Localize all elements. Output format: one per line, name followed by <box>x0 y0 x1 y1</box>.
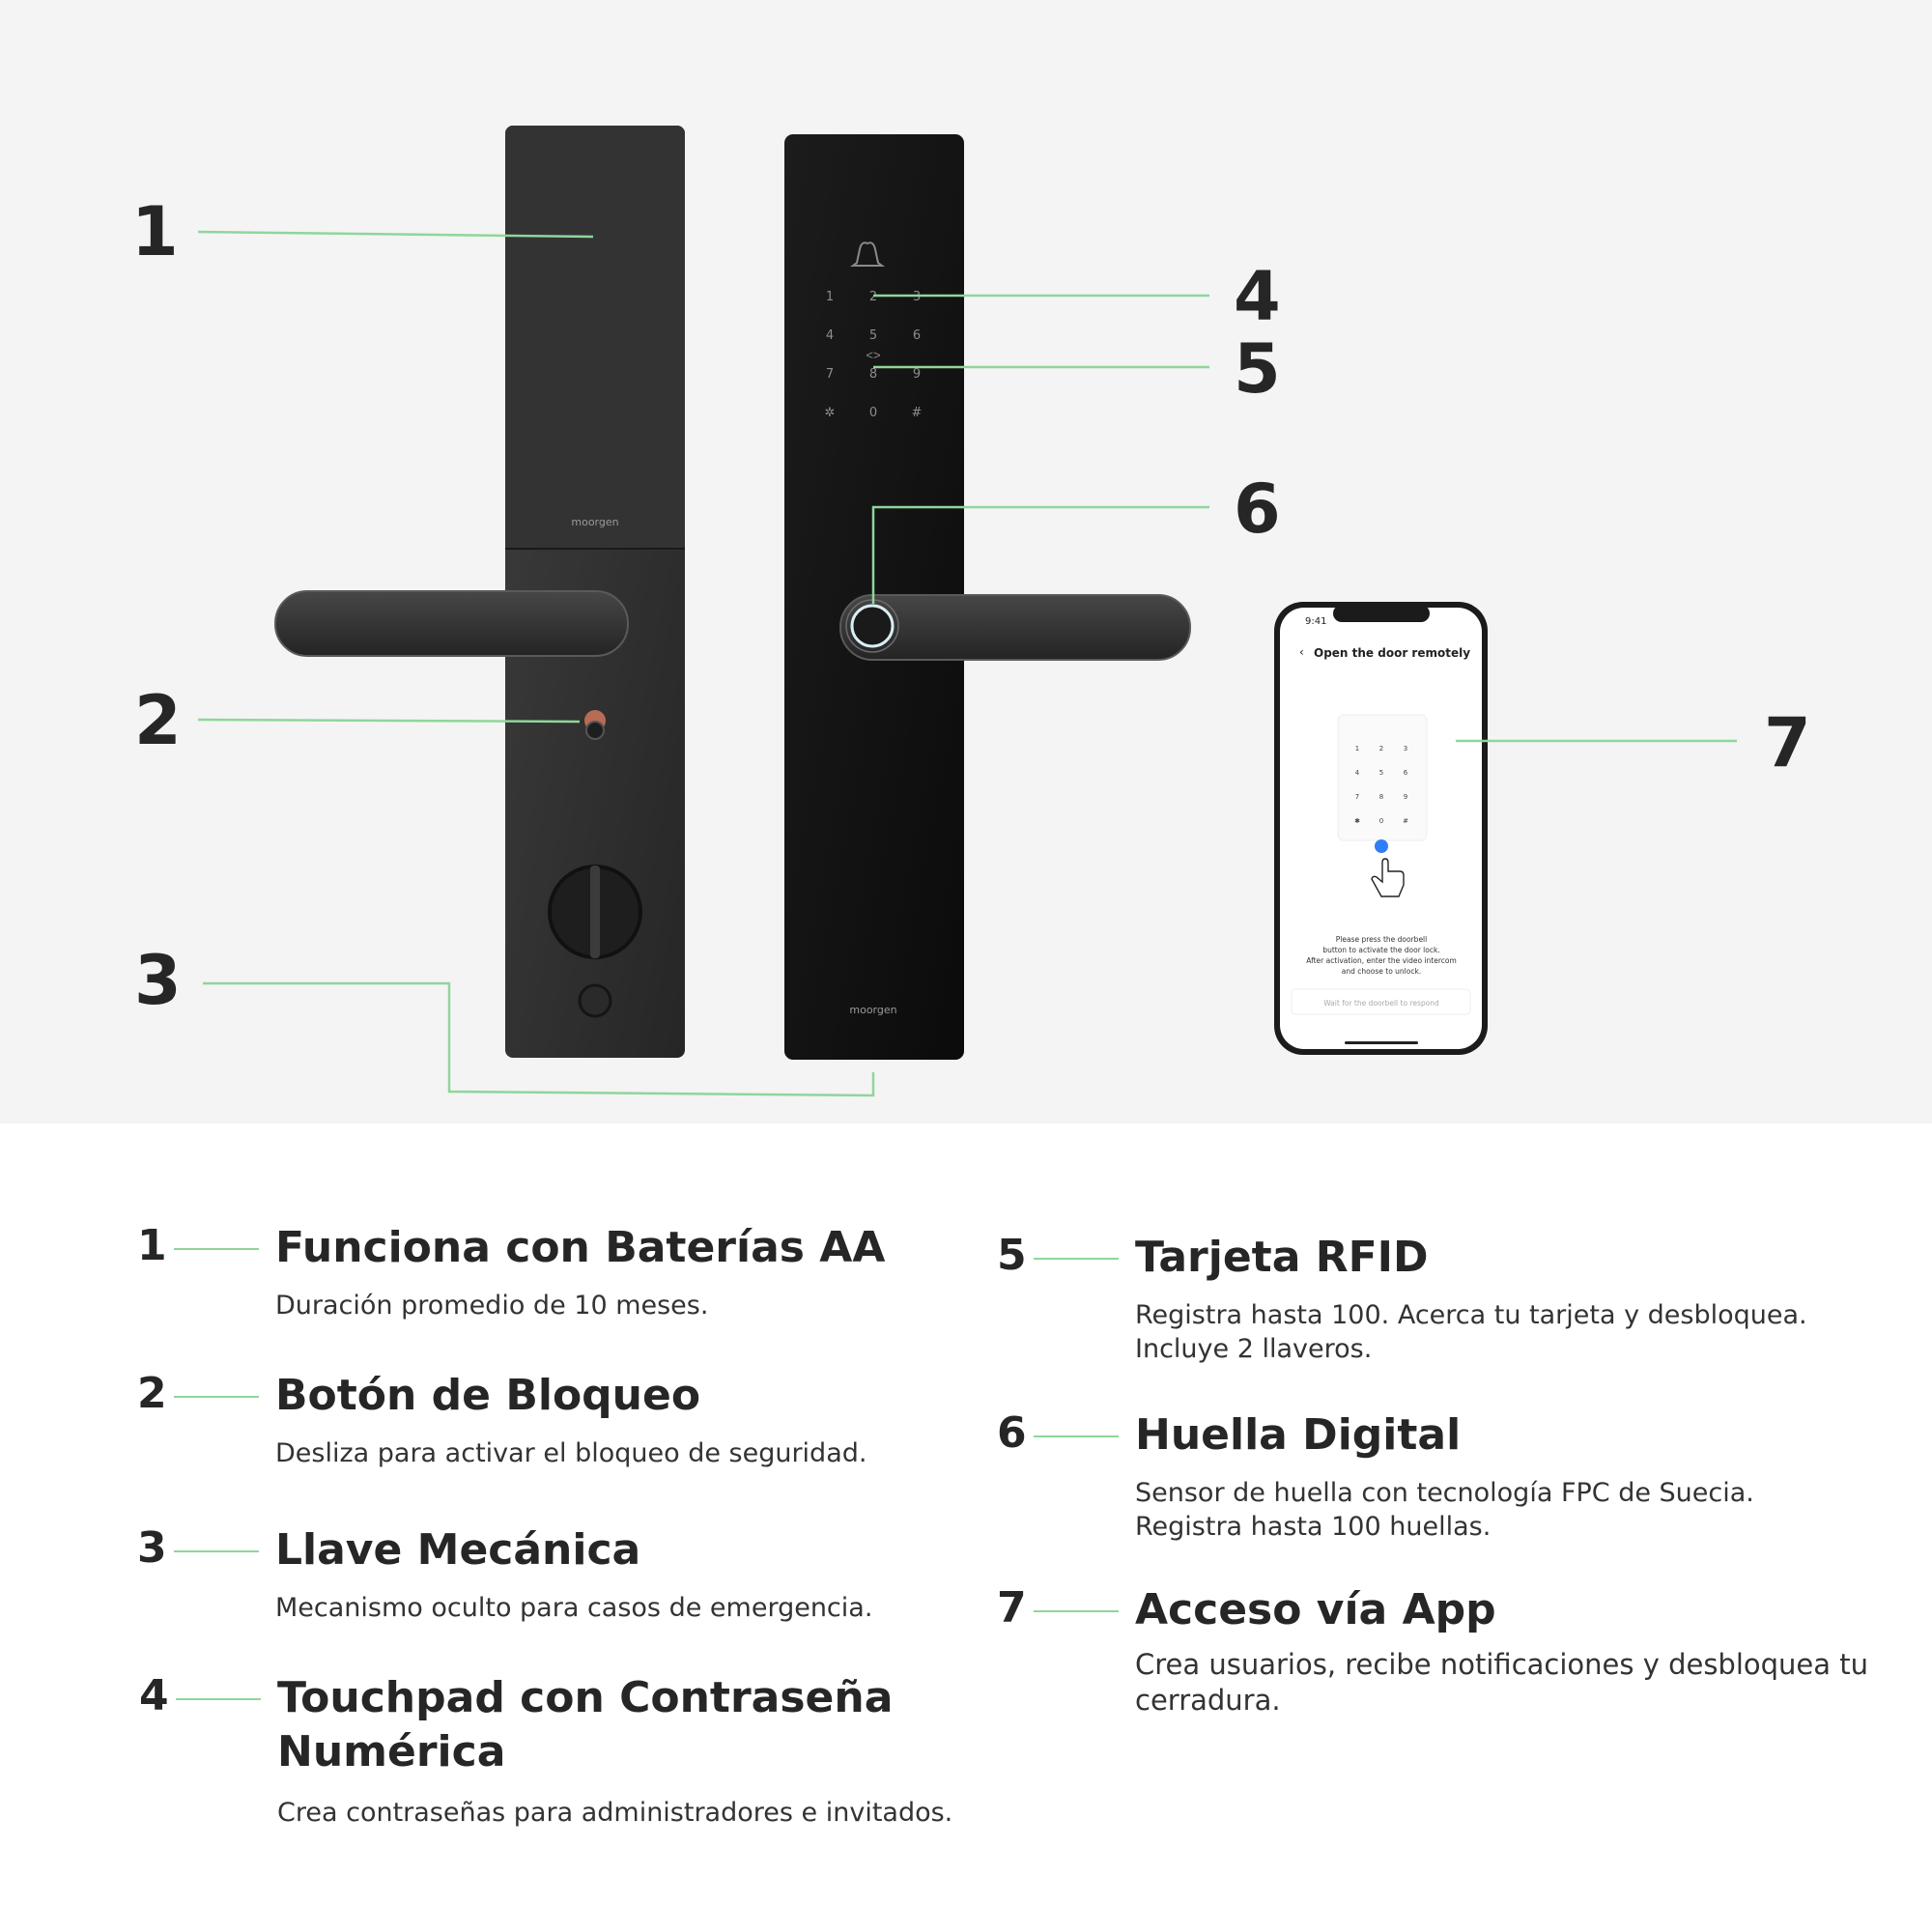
feature-number: 2 <box>137 1369 167 1418</box>
callout-3: 3 <box>134 941 182 1020</box>
brand-logo-outer: moorgen <box>849 1004 897 1016</box>
callout-1: 1 <box>131 192 179 271</box>
feature-desc: Mecanismo oculto para casos de emergencia. <box>275 1593 873 1623</box>
phone-wait-button: Wait for the doorbell to respond <box>1323 999 1439 1008</box>
phone-keypad-key: 5 <box>1378 769 1384 777</box>
keypad-key: 1 <box>825 290 835 304</box>
keypad-key: 6 <box>912 328 922 343</box>
feature-dash <box>174 1248 259 1250</box>
phone-keypad-key: 1 <box>1354 745 1360 753</box>
feature-desc: Duración promedio de 10 meses. <box>275 1291 709 1321</box>
feature-number: 4 <box>139 1671 169 1720</box>
smartphone-app <box>1274 602 1488 1055</box>
callout-4: 4 <box>1234 257 1281 336</box>
phone-instruction-line: Please press the doorbell <box>1335 935 1428 944</box>
phone-instruction-line: button to activate the door lock. <box>1322 946 1440 954</box>
phone-keypad-key: 2 <box>1378 745 1384 753</box>
feature-title: Huella Digital <box>1135 1410 1462 1460</box>
feature-desc: Crea contraseñas para administradores e invitados. <box>277 1798 953 1828</box>
feature-dash <box>174 1396 259 1398</box>
inner-handle <box>275 591 628 656</box>
phone-back-icon: ‹ <box>1299 645 1304 659</box>
feature-dash <box>176 1698 261 1700</box>
phone-keypad-key: 6 <box>1403 769 1408 777</box>
feature-desc: Sensor de huella con tecnología FPC de Suecia. Registra hasta 100 huellas. <box>1135 1478 1754 1542</box>
phone-keypad-key: 3 <box>1403 745 1408 753</box>
fingerprint-sensor-icon <box>852 606 893 646</box>
phone-keypad-key: 4 <box>1354 769 1360 777</box>
feature-number: 3 <box>137 1523 167 1573</box>
keypad-key: ✲ <box>824 406 836 420</box>
keypad-key: # <box>911 406 923 420</box>
feature-desc: Crea usuarios, recibe notificaciones y desbloquea tu cerradura. <box>1135 1648 1869 1717</box>
callout-5: 5 <box>1234 329 1281 409</box>
inner-lock-panel <box>275 126 685 1058</box>
keypad-key: 7 <box>825 367 835 382</box>
rfid-icon: <> <box>866 348 881 362</box>
feature-title: Llave Mecánica <box>275 1525 641 1575</box>
feature-number: 1 <box>137 1221 167 1270</box>
keypad-key: 3 <box>912 290 922 304</box>
keypad-key: 5 <box>868 328 878 343</box>
phone-keypad-key: 9 <box>1403 793 1408 801</box>
brand-logo-inner: moorgen <box>571 516 619 528</box>
feature-title: Tarjeta RFID <box>1135 1233 1429 1282</box>
phone-time: 9:41 <box>1305 616 1327 627</box>
phone-keypad-key: 7 <box>1354 793 1360 801</box>
callout-6: 6 <box>1234 469 1281 549</box>
feature-desc: Desliza para activar el bloqueo de seguridad. <box>275 1438 867 1468</box>
feature-dash <box>1034 1610 1119 1612</box>
keypad-key: 8 <box>868 367 878 382</box>
keypad-key: 0 <box>868 406 878 420</box>
callout-lines <box>198 232 1737 1095</box>
phone-keypad-key: 0 <box>1378 817 1384 825</box>
callout-7: 7 <box>1764 703 1811 782</box>
phone-keypad-key: # <box>1403 817 1408 825</box>
callout-2: 2 <box>134 681 182 760</box>
feature-number: 5 <box>997 1231 1027 1280</box>
feature-number: 6 <box>997 1408 1027 1458</box>
keyhole-cover <box>580 985 611 1016</box>
feature-title: Acceso vía App <box>1135 1585 1496 1634</box>
feature-title: Touchpad con Contraseña Numérica <box>277 1673 894 1776</box>
feature-title: Botón de Bloqueo <box>275 1371 701 1420</box>
lock-button <box>586 722 604 739</box>
outer-lock-panel <box>784 134 1190 1060</box>
keypad-key: 2 <box>868 290 878 304</box>
feature-dash <box>1034 1435 1119 1437</box>
phone-bell-button <box>1375 839 1388 853</box>
feature-number: 7 <box>997 1583 1027 1633</box>
keypad-key: 9 <box>912 367 922 382</box>
phone-title: Open the door remotely <box>1314 646 1471 660</box>
phone-keypad-key: ✱ <box>1354 817 1360 825</box>
feature-dash <box>174 1550 259 1552</box>
feature-desc: Registra hasta 100. Acerca tu tarjeta y desbloquea. Incluye 2 llaveros. <box>1135 1300 1807 1364</box>
feature-title: Funciona con Baterías AA <box>275 1223 886 1272</box>
phone-instruction-line: and choose to unlock. <box>1341 967 1422 976</box>
phone-keypad-key: 8 <box>1378 793 1384 801</box>
keypad-key: 4 <box>825 328 835 343</box>
feature-dash <box>1034 1258 1119 1260</box>
phone-instruction-line: After activation, enter the video intercom <box>1306 956 1457 965</box>
